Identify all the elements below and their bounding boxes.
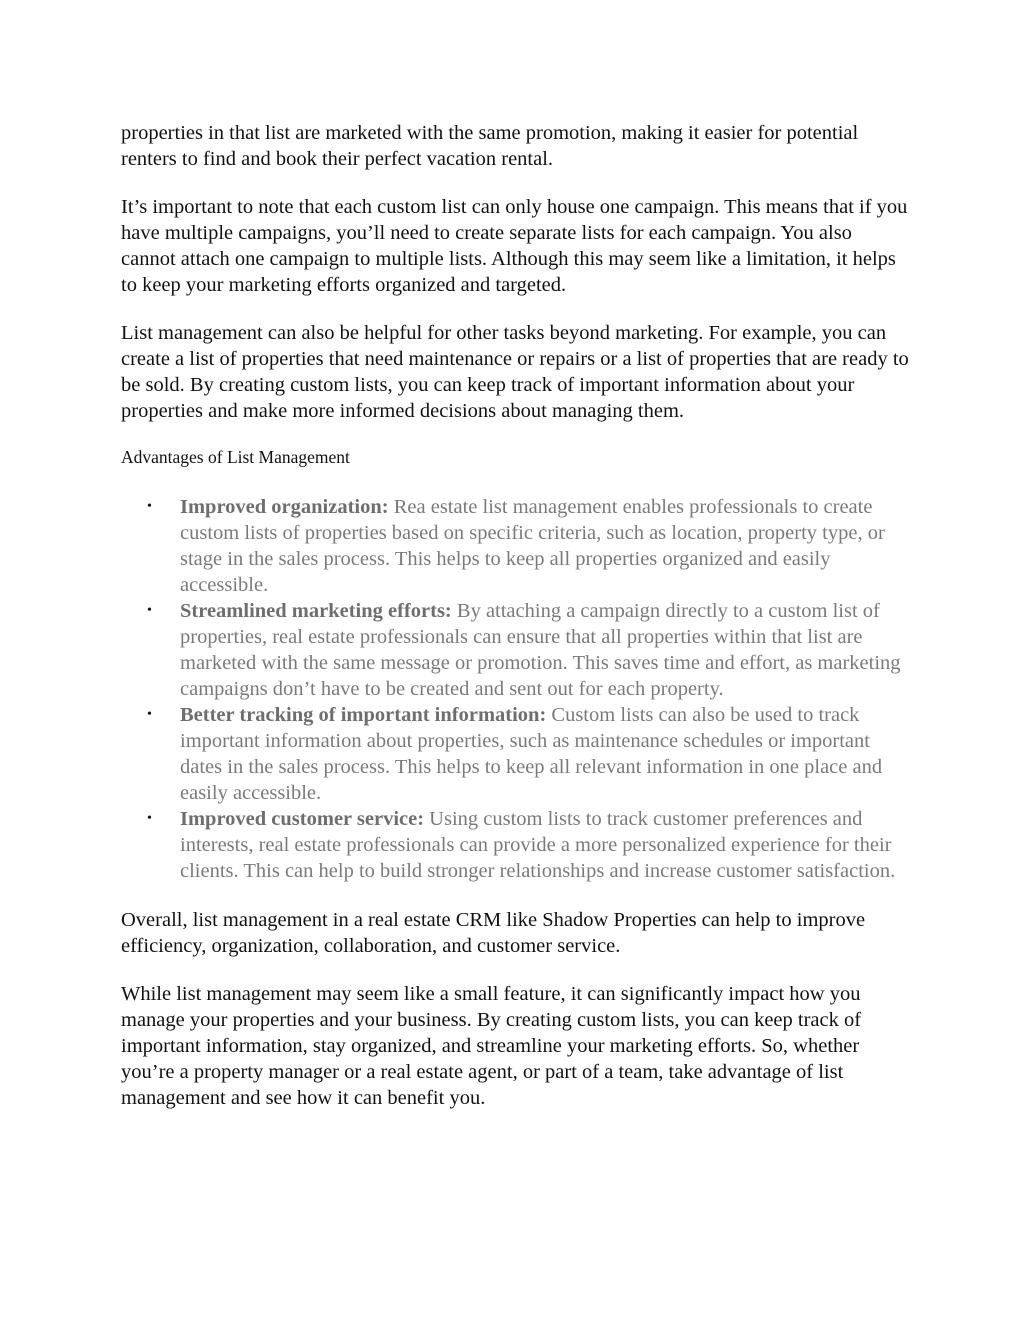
section-heading-advantages: Advantages of List Management: [121, 447, 350, 467]
list-item: [147, 806, 911, 884]
paragraph-one-campaign-per-list: It’s important to note that each custom list can only house one campaign. This means that if you have multiple campaigns, you’ll need to create separate lists for each campaign. You also cannot attach one campaign to multiple lists. Although this may seem like a limitation, it helps to keep your marketing efforts organized and targeted.: [121, 196, 908, 296]
bullet-icon: •: [147, 603, 152, 618]
paragraph-conclusion: While list management may seem like a small feature, it can significantly impact how you manage your properties and your business. By creating custom lists, you can keep track of important information, stay organized, and streamline your marketing efforts. So, whether you’re a property manager or a real estate agent, or part of a team, take advantage of list management and see how it can benefit you.: [121, 983, 862, 1109]
bullet-icon: •: [147, 811, 152, 826]
advantage-text: Using custom lists to track customer preferences and interests, real estate professionals can provide a more personalized experience for their clients. This can help to build stronger relationships and increase customer satisfaction.: [180, 808, 896, 882]
document-page: [121, 120, 911, 1133]
advantage-text: By attaching a campaign directly to a custom list of properties, real estate professionals can ensure that all properties within that list are marketed with the same message or promotion. This saves time and effort, as marketing campaigns don’t have to be created and sent out for each property.: [180, 600, 901, 700]
paragraph-rental-promotion: properties in that list are marketed with the same promotion, making it easier for potential renters to find and book their perfect vacation rental.: [121, 122, 859, 170]
advantages-list: [121, 494, 911, 884]
bullet-icon: •: [147, 707, 152, 722]
advantage-term: Better tracking of important information:: [180, 704, 547, 726]
list-item: [147, 598, 911, 702]
advantage-term: Improved customer service:: [180, 808, 425, 830]
paragraph-other-tasks: List management can also be helpful for other tasks beyond marketing. For example, you can create a list of properties that need maintenance or repairs or a list of properties that are ready to be sold. By creating custom lists, you can keep track of important information about your properties and make more informed decisions about managing them.: [121, 322, 909, 422]
list-item: [147, 702, 911, 806]
advantage-text: Custom lists can also be used to track important information about properties, such as maintenance schedules or important dates in the sales process. This helps to keep all relevant information in one place and easily accessible.: [180, 704, 883, 804]
advantage-text: Rea estate list management enables professionals to create custom lists of properties based on specific criteria, such as location, property type, or stage in the sales process. This helps to keep all properties organized and easily accessible.: [180, 496, 885, 596]
advantage-term: Improved organization:: [180, 496, 389, 518]
advantage-term: Streamlined marketing efforts:: [180, 600, 452, 622]
bullet-icon: •: [147, 499, 152, 514]
paragraph-overall-summary: Overall, list management in a real estate CRM like Shadow Properties can help to improve efficiency, organization, collaboration, and customer service.: [121, 909, 866, 957]
list-item: [147, 494, 911, 598]
